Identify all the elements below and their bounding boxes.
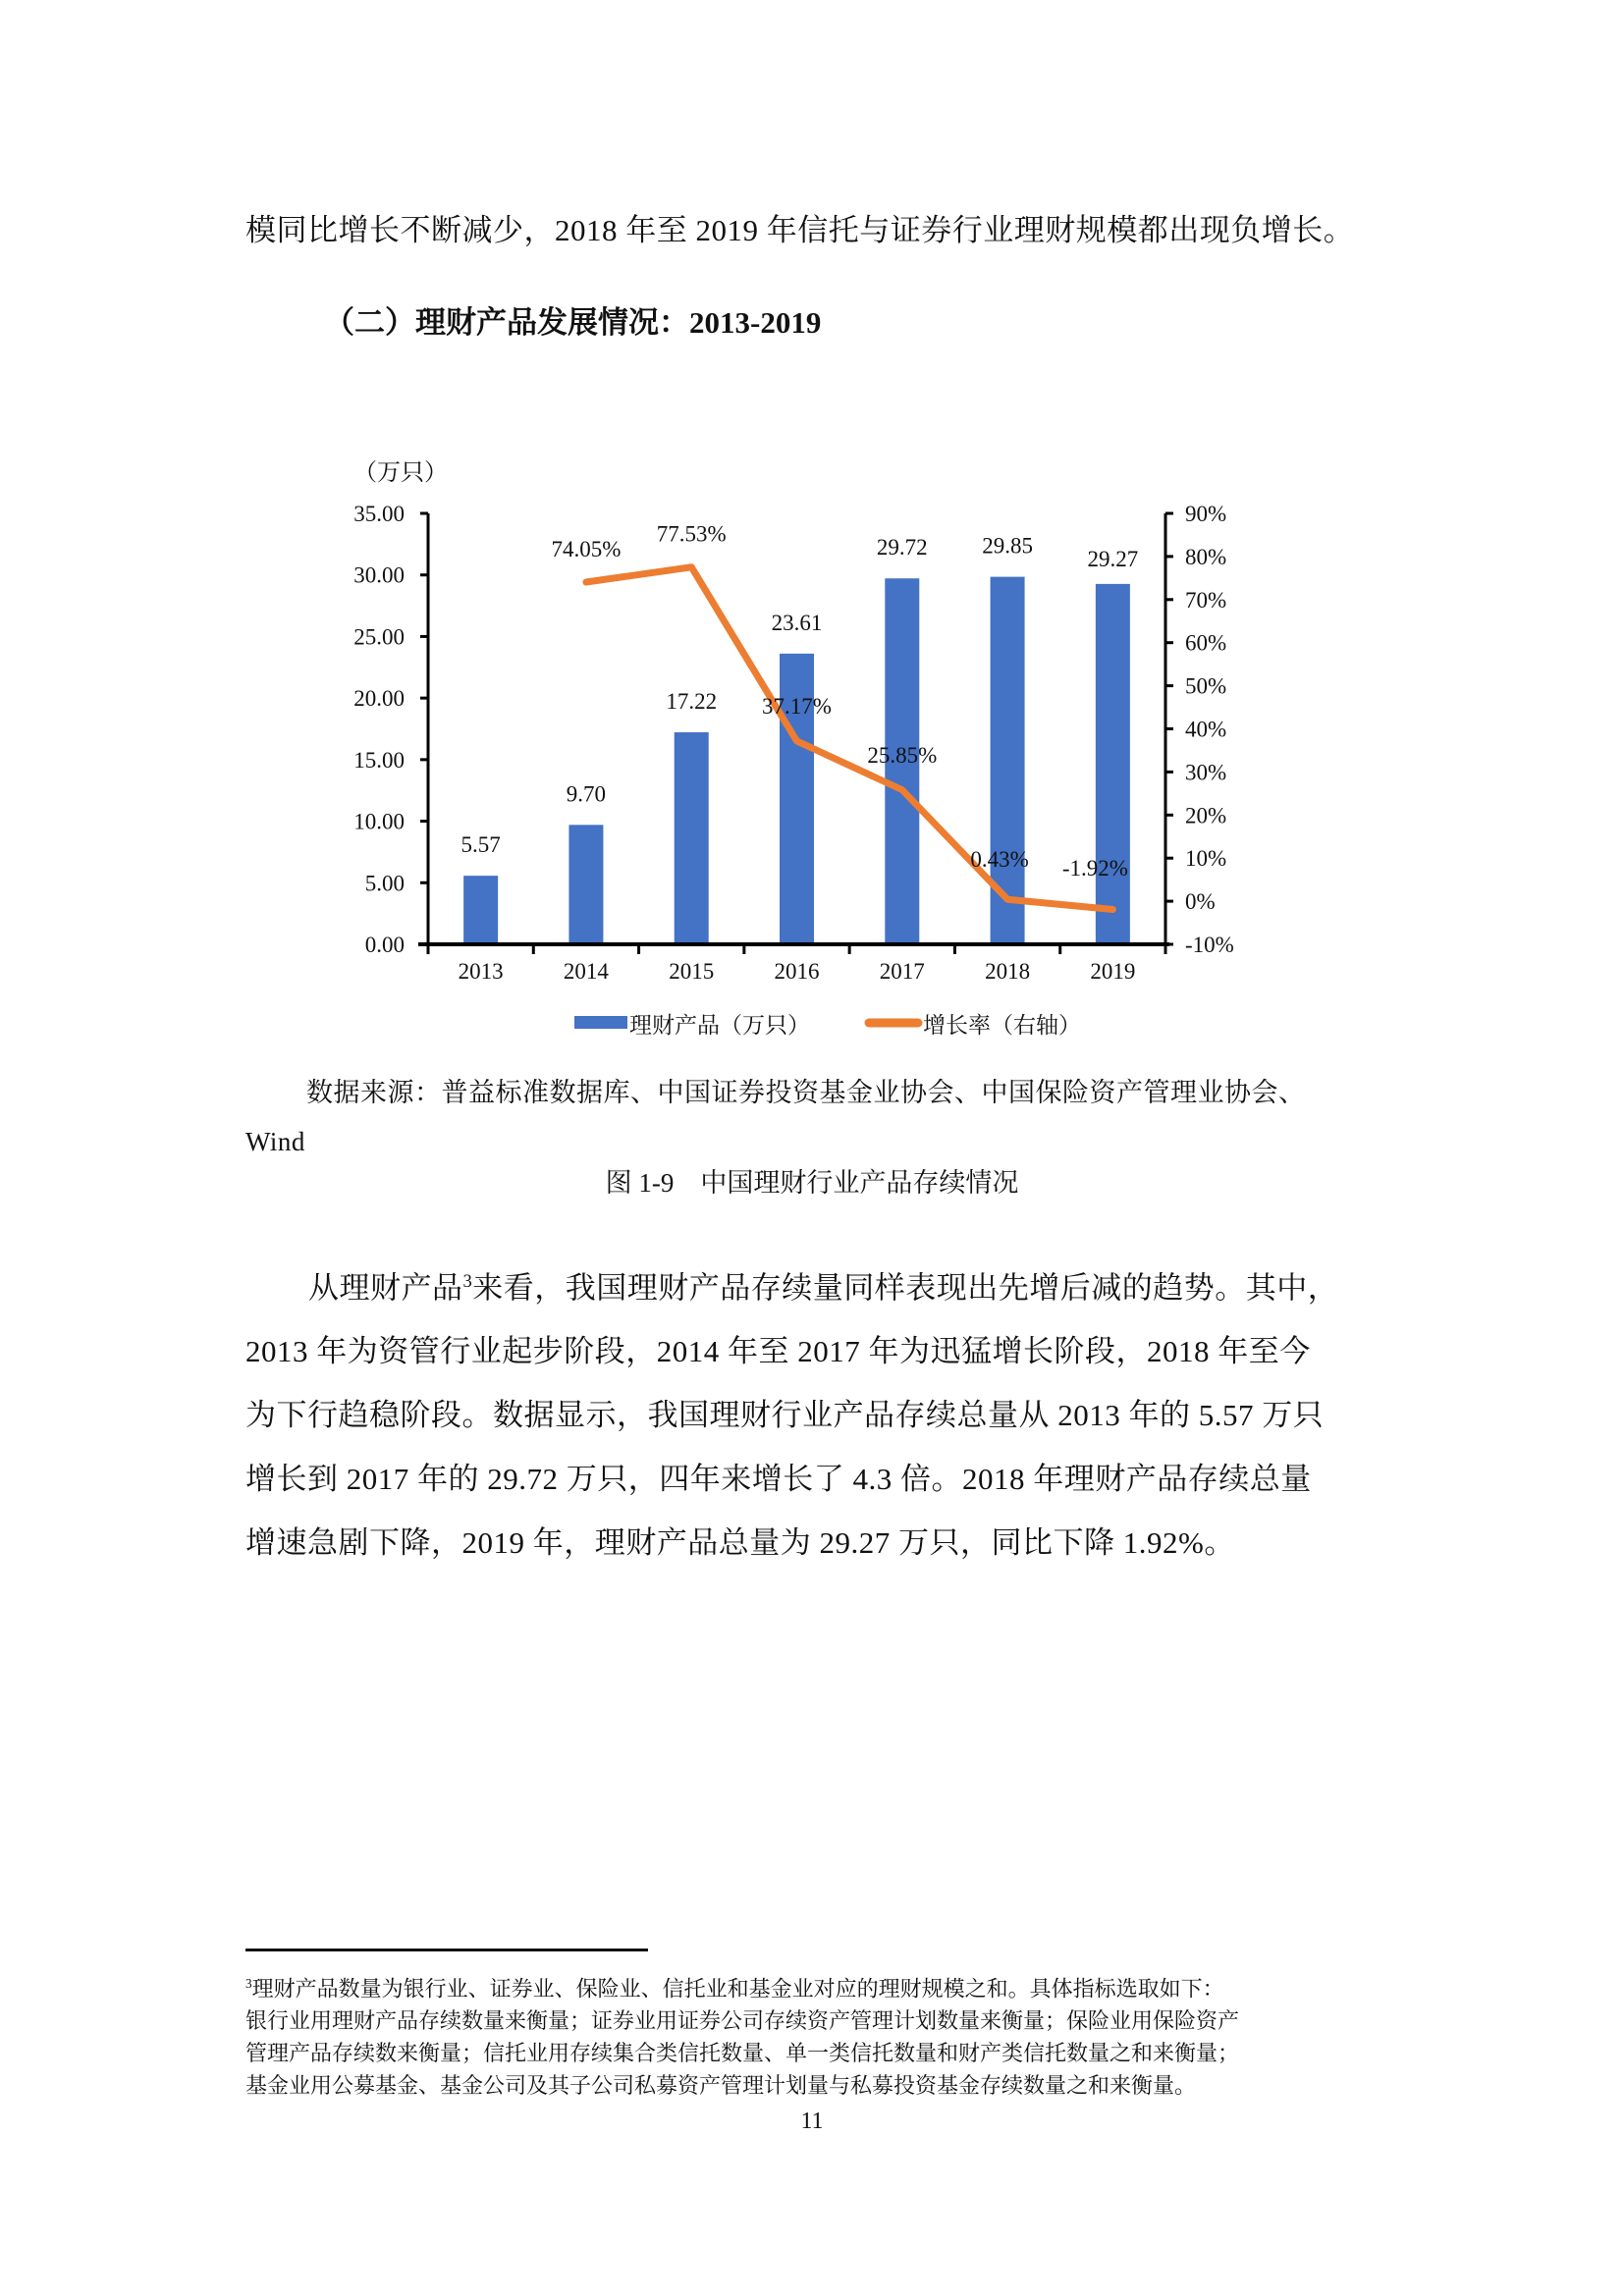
footnote-text: 理财产品数量为银行业、证券业、保险业、信托业和基金业对应的理财规模之和。具体指标选取如下： <box>251 1976 1224 2002</box>
left-axis-tick-label: 10.00 <box>353 809 405 834</box>
footnote-separator <box>245 1949 648 1951</box>
x-axis-tick-label: 2014 <box>563 959 609 984</box>
footnote-ref[interactable]: 3 <box>462 1271 473 1292</box>
right-axis-tick-label: 80% <box>1185 544 1227 569</box>
x-axis-tick-label: 2016 <box>774 959 820 984</box>
bar-value-label: 29.27 <box>1087 546 1139 571</box>
right-axis-tick-label: 30% <box>1185 760 1227 785</box>
footnote <box>245 1967 1239 2102</box>
growth-rate-line <box>586 567 1112 910</box>
footnote-line: 银行业用理财产品存续数量来衡量；证券业用证券公司存续资产管理计划数量来衡量；保险业用保险资产 <box>245 2008 1240 2034</box>
legend-label: 理财产品（万只） <box>629 1013 810 1038</box>
left-axis-tick-label: 35.00 <box>353 502 405 526</box>
data-source-line2: Wind <box>245 1127 305 1156</box>
left-axis-tick-label: 25.00 <box>353 624 405 650</box>
right-axis-tick-label: 20% <box>1185 803 1227 828</box>
bar <box>675 732 709 944</box>
bar <box>568 825 603 944</box>
left-axis-tick-label: 0.00 <box>364 933 405 957</box>
paragraph-line: 2013 年为资管行业起步阶段，2014 年至 2017 年为迅猛增长阶段，2018 年至今 <box>245 1334 1311 1369</box>
x-axis-tick-label: 2018 <box>985 959 1031 984</box>
footnote-line: 基金业用公募基金、基金公司及其子公司私募资产管理计划量与私募投资基金存续数量之和来衡量。 <box>245 2073 1197 2099</box>
paragraph-line: 为下行趋稳阶段。数据显示，我国理财行业产品存续总量从 2013 年的 5.57 万只 <box>245 1398 1325 1433</box>
right-axis-tick-label: 70% <box>1185 587 1227 613</box>
line-value-label: 37.17% <box>762 694 832 719</box>
right-axis-tick-label: 60% <box>1185 630 1227 656</box>
right-axis-tick-label: 50% <box>1185 673 1227 699</box>
paragraph-line: 增长到 2017 年的 29.72 万只，四年来增长了 4.3 倍。2018 年理财产品存续总量 <box>245 1462 1312 1497</box>
bar-value-label: 9.70 <box>566 781 607 807</box>
bar-value-label: 29.72 <box>876 535 928 561</box>
body-paragraph <box>245 1250 1338 1575</box>
section-heading: （二）理财产品发展情况：2013-2019 <box>324 305 822 340</box>
combo-bar-line-chart <box>0 0 1624 1080</box>
footnote-line <box>245 1967 1239 2004</box>
legend-bar-swatch <box>574 1016 627 1029</box>
paragraph-text: 来看，我国理财产品存续量同样表现出先增后减的趋势。其中， <box>472 1270 1339 1306</box>
bar-value-label: 23.61 <box>771 610 823 635</box>
left-axis-tick-label: 20.00 <box>353 686 405 712</box>
footnote-line: 管理产品存续数来衡量；信托业用存续集合类信托数量、单一类信托数量和财产类信托数量之和来衡量； <box>245 2041 1240 2066</box>
left-axis-tick-label: 15.00 <box>353 747 405 773</box>
x-axis-tick-label: 2015 <box>669 959 715 984</box>
paragraph-line: 增速急剧下降，2019 年，理财产品总量为 29.27 万只，同比下降 1.92%。 <box>245 1525 1235 1561</box>
data-source-line1: 数据来源：普益标准数据库、中国证券投资基金业协会、中国保险资产管理业协会、 <box>306 1078 1306 1107</box>
x-axis-tick-label: 2013 <box>458 959 504 984</box>
paragraph-line <box>245 1250 1338 1319</box>
line-value-label: 74.05% <box>551 537 622 562</box>
paragraph-text: 从理财产品 <box>308 1270 463 1306</box>
bar-value-label: 17.22 <box>666 689 718 715</box>
figure-caption: 图 1-9 中国理财行业产品存续情况 <box>605 1168 1019 1198</box>
left-axis-tick-label: 5.00 <box>364 871 405 896</box>
line-value-label: 0.43% <box>970 847 1029 872</box>
right-axis-tick-label: 40% <box>1185 717 1227 742</box>
line-value-label: 77.53% <box>656 521 727 547</box>
bar-value-label: 29.85 <box>982 533 1033 559</box>
line-value-label: -1.92% <box>1061 856 1128 881</box>
footnote-marker: 3 <box>245 1976 252 1991</box>
right-axis-tick-label: 90% <box>1185 502 1227 526</box>
x-axis-tick-label: 2017 <box>879 959 925 984</box>
unit-label: （万只） <box>353 460 448 486</box>
right-axis-tick-label: -10% <box>1185 933 1234 957</box>
right-axis-tick-label: 10% <box>1185 846 1227 872</box>
bar <box>463 876 498 944</box>
legend-label: 增长率（右轴） <box>923 1013 1081 1038</box>
chart <box>0 0 1624 1080</box>
left-axis-tick-label: 30.00 <box>353 562 405 588</box>
right-axis-tick-label: 0% <box>1185 889 1216 915</box>
page-number: 11 <box>800 2109 824 2134</box>
intro-line: 模同比增长不断减少，2018 年至 2019 年信托与证券行业理财规模都出现负增长。 <box>245 213 1355 247</box>
bar-value-label: 5.57 <box>460 832 501 858</box>
bar <box>1096 584 1130 944</box>
line-value-label: 25.85% <box>867 743 938 768</box>
x-axis-tick-label: 2019 <box>1090 959 1136 984</box>
